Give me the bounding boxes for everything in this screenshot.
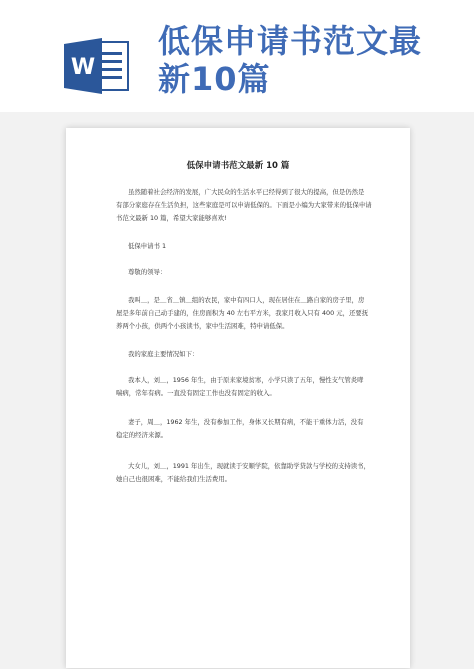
- paragraph-2-text: 我的家庭主要情况如下：: [128, 350, 199, 358]
- banner-title-line-1: 低保申请书范文最: [158, 22, 423, 60]
- word-icon-letter: W: [70, 55, 96, 80]
- salutation: [116, 266, 366, 279]
- banner: [0, 0, 474, 112]
- paragraph-3: [116, 374, 366, 400]
- paragraph-5-line-2: 她自己也很困难，不能给我们生活费用。: [116, 475, 232, 483]
- paragraph-4: [116, 416, 366, 442]
- intro-line-2: 有部分家庭存在生活负担，这些家庭是可以申请低保的。下面是小编为大家带来的低保申请: [116, 201, 372, 209]
- paragraph-3-line-1: 我本人，刘＿，1956 年生，由于原来家境贫寒，小学只读了五年，慢性支气管炎哮: [128, 376, 364, 384]
- section-heading: [116, 240, 366, 253]
- paragraph-4-line-1: 妻子，周＿，1962 年生，没有参加工作，身体又长期有病，不能干重体力活，没有: [128, 418, 364, 426]
- paragraph-3-line-2: 喘病，常年有病。一直没有固定工作也没有固定的收入。: [116, 389, 276, 397]
- document-title: 低保申请书范文最新 10 篇: [186, 161, 290, 171]
- paragraph-1-line-1: 我叫＿，是＿省＿镇＿组的农民，家中有四口人，现在居住在＿路自家的房子里，房: [128, 296, 365, 304]
- section-heading-text: 低保申请书 1: [128, 242, 167, 250]
- intro-paragraph: [116, 186, 372, 225]
- paragraph-5-line-1: 大女儿，刘＿，1991 年出生，现就读于安顺学院，依靠助学贷款与学校的支持读书，: [128, 462, 370, 470]
- salutation-text: 尊敬的领导：: [128, 268, 167, 276]
- document-page: [66, 128, 410, 668]
- banner-title: [158, 22, 458, 98]
- paragraph-1-line-2: 屋是多年前自己动手建的，住房面积为 40 左右平方米，我家月收入只有 400 元，还要抚: [116, 309, 369, 317]
- paragraph-1: [116, 294, 369, 333]
- word-icon: [62, 36, 132, 96]
- intro-line-1: 虽然随着社会经济的发展，广大民众的生活水平已经得到了很大的提高，但是仍然是: [128, 188, 365, 196]
- intro-line-3: 书范文最新 10 篇，希望大家能够喜欢!: [116, 214, 227, 222]
- paragraph-2: [116, 348, 366, 361]
- paragraph-1-line-3: 养两个小孩，供两个小孩读书，家中生活困难，特申请低保。: [116, 322, 289, 330]
- paragraph-4-line-2: 稳定的经济来源。: [116, 431, 168, 439]
- paragraph-5: [116, 460, 370, 486]
- banner-title-line-2: 新10篇: [158, 60, 271, 98]
